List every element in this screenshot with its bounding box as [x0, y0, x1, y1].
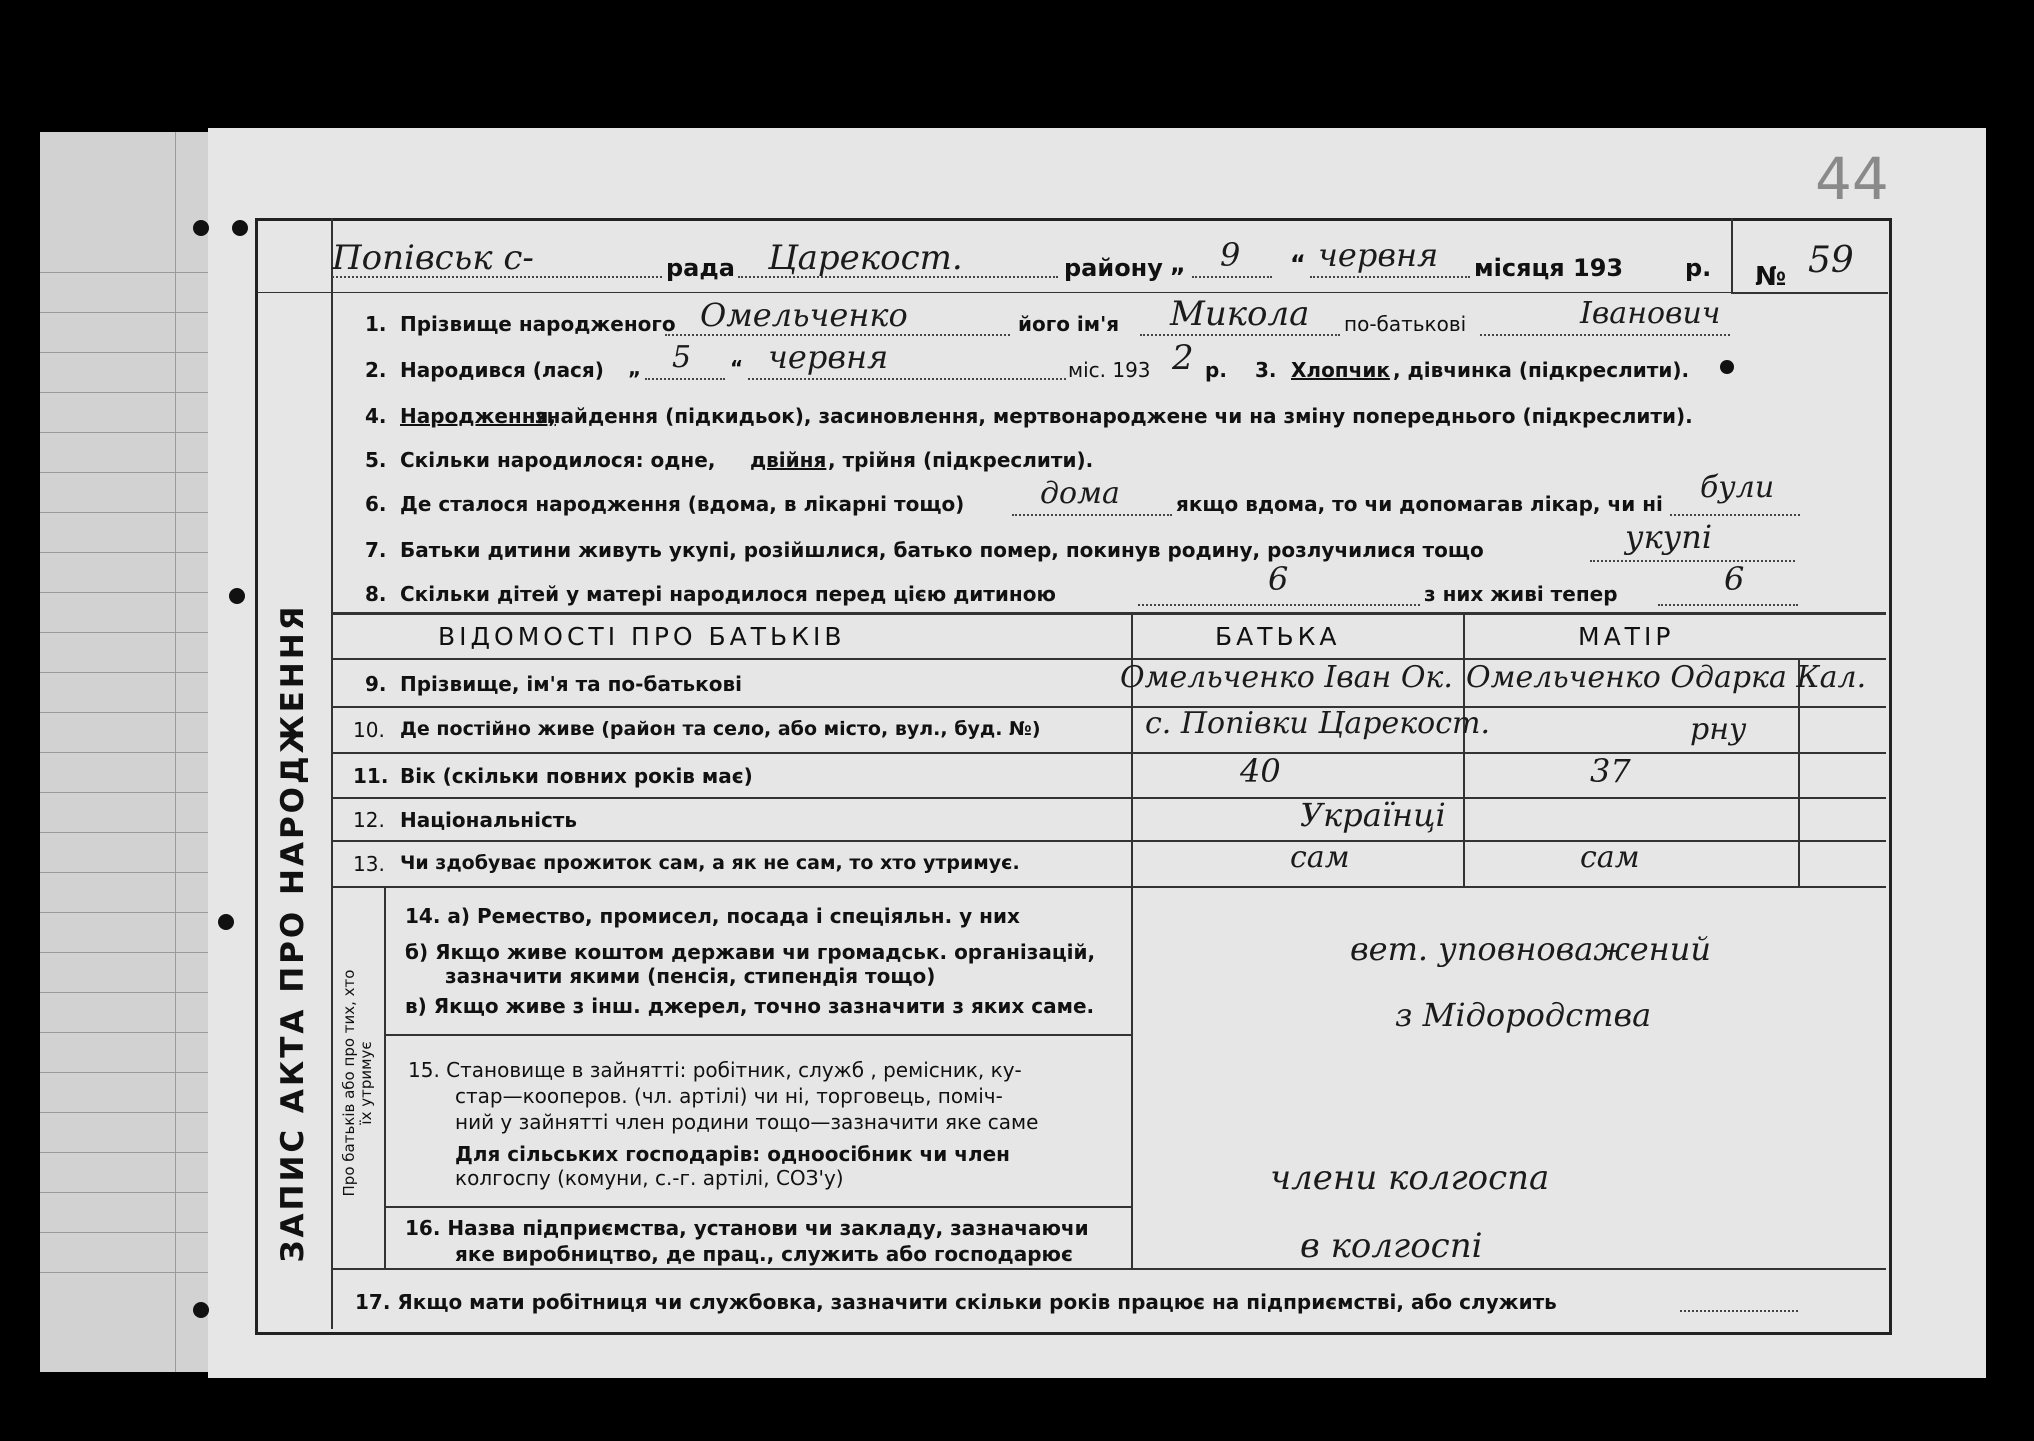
item-15-label: 15. Становище в зайнятті: робітник, служб , ремісник, ку- — [408, 1058, 1022, 1082]
sex-boy-underlined: Хлопчик — [1291, 358, 1390, 382]
birth-year-suffix: р. — [1205, 358, 1227, 382]
item-14b-detail: зазначити якими (пенсія, стипендія тощо) — [445, 964, 936, 988]
parents-nationality: Українці — [1300, 796, 1446, 834]
children-count: 6 — [1268, 560, 1289, 598]
punch-hole — [193, 1302, 209, 1318]
mother-age: 37 — [1590, 752, 1631, 790]
number-label: № — [1755, 262, 1787, 292]
item-5-options: , трійня (підкреслити). — [828, 448, 1094, 472]
item-4-options: знайдення (підкидьок), засиновлення, мертвонароджене чи на зміну попереднього (підкреслити). — [535, 404, 1693, 428]
occupation-line-1: вет. уповноважений — [1350, 930, 1711, 968]
punch-hole — [218, 914, 234, 930]
event-birth-underlined: Народження, — [400, 404, 556, 428]
item-15-line-2: стар—кооперов. (чл. артілі) чи ні, торговець, поміч- — [455, 1084, 1003, 1108]
day-handwritten: 9 — [1220, 236, 1241, 274]
item-3-number: 3. — [1255, 358, 1277, 382]
item-14b-label: б) Якщо живе коштом держави чи громадськ. організацій, — [405, 940, 1096, 964]
page-number: 44 — [1815, 145, 1889, 213]
row-9-number: 9. — [365, 672, 387, 696]
birth-month: червня — [768, 338, 889, 376]
item-14a-label: 14. а) Ремество, промисел, посада і спеціяльн. у них — [405, 904, 1020, 928]
employment-status: члени колгоспа — [1270, 1158, 1550, 1198]
twin-underlined: двійня — [750, 448, 827, 472]
birth-quote-close: “ — [730, 356, 744, 380]
father-column-divider — [1131, 614, 1133, 1268]
item-15-rural-detail: колгоспу (комуни, с.-г. артілі, СОЗ'у) — [455, 1166, 844, 1190]
occupation-line-2: з Мідородства — [1395, 996, 1652, 1034]
item-8-label: Скільки дітей у матері народилося перед цією дитиною — [400, 582, 1056, 606]
parents-status: укупі — [1625, 518, 1713, 556]
mother-support: сам — [1580, 840, 1640, 875]
child-name-label: його ім'я — [1018, 312, 1120, 336]
father-full-name: Омельченко Іван Ок. — [1120, 660, 1453, 695]
row-13-number: 13. — [353, 852, 385, 876]
item-2-number: 2. — [365, 358, 387, 382]
row-11-label: Вік (скільки повних років має) — [400, 764, 753, 788]
item-5-label: Скільки народилося: одне, — [400, 448, 716, 472]
child-surname: Омельченко — [700, 296, 908, 334]
council-label: рада — [666, 254, 735, 282]
row-11-number: 11. — [353, 764, 389, 788]
row-12-label: Національність — [400, 808, 578, 832]
father-residence: с. Попівки Царекост. — [1145, 706, 1491, 741]
doctor-answer: були — [1700, 470, 1775, 505]
mother-residence: рну — [1690, 712, 1747, 747]
item-17-label: 17. Якщо мати робітниця чи службовка, зазначити скільки років працює на підприємстві, або служить — [355, 1290, 1557, 1314]
year-label: місяця 193 — [1474, 254, 1624, 282]
item-1-number: 1. — [365, 312, 387, 336]
item-16-label: 16. Назва підприємства, установи чи закладу, зазначаючи — [405, 1216, 1089, 1240]
father-support: сам — [1290, 840, 1350, 875]
punch-hole — [229, 588, 245, 604]
year-suffix: р. — [1685, 254, 1712, 282]
father-age: 40 — [1240, 752, 1281, 790]
item-6-doctor-label: якщо вдома, то чи допомагав лікар, чи ні — [1176, 492, 1663, 516]
council-handwritten: Попівськ с- — [332, 238, 534, 278]
quote-close: “ — [1290, 250, 1306, 278]
children-alive: 6 — [1724, 560, 1745, 598]
side-title: ЗАПИС АКТА ПРО НАРОДЖЕННЯ — [275, 603, 311, 1263]
item-15-line-3: ний у зайнятті член родини тощо—зазначити яке саме — [455, 1110, 1039, 1134]
row-13-label: Чи здобуває прожиток сам, а як не сам, то хто утримує. — [400, 852, 1020, 874]
birth-month-label: міс. 193 — [1068, 358, 1151, 382]
header-divider — [258, 292, 1731, 293]
birth-day: 5 — [672, 340, 692, 375]
item-2-label: Народився (лася) — [400, 358, 604, 382]
month-handwritten: червня — [1318, 236, 1439, 274]
district-label: району — [1064, 254, 1163, 282]
item-15-rural-label: Для сільських господарів: одноосібник чи член — [455, 1142, 1010, 1166]
item-1-label: Прізвище народженого — [400, 312, 676, 336]
sex-girl-label: , дівчинка (підкреслити). — [1393, 358, 1690, 382]
item-8-alive-label: з них живі тепер — [1424, 582, 1618, 606]
child-patronymic: Іванович — [1580, 296, 1721, 331]
item-16-detail: яке виробництво, де прац., служить або господарює — [455, 1242, 1073, 1266]
item-5-number: 5. — [365, 448, 387, 472]
item-4-number: 4. — [365, 404, 387, 428]
item-6-number: 6. — [365, 492, 387, 516]
row-10-number: 10. — [353, 718, 385, 742]
child-first-name: Микола — [1170, 294, 1310, 334]
item-7-label: Батьки дитини живуть укупі, розійшлися, батько помер, покинув родину, розлучилися тощо — [400, 538, 1484, 562]
ink-dot — [1720, 360, 1734, 374]
birth-place: дома — [1040, 476, 1120, 511]
row-12-number: 12. — [353, 808, 385, 832]
item-7-number: 7. — [365, 538, 387, 562]
row-10-label: Де постійно живе (район та село, або місто, вул., буд. №) — [400, 718, 1041, 740]
item-6-label: Де сталося народження (вдома, в лікарні тощо) — [400, 492, 965, 516]
side-subtitle: Про батьків або про тих, хто їх утримує — [340, 969, 375, 1197]
birth-year-digit: 2 — [1172, 338, 1194, 378]
attached-page-strip — [40, 132, 210, 1372]
district-handwritten: Царекост. — [768, 238, 963, 278]
workplace: в колгоспі — [1300, 1226, 1483, 1266]
item-14c-label: в) Якщо живе з інш. джерел, точно зазначити з яких саме. — [405, 994, 1095, 1018]
punch-hole — [193, 220, 209, 236]
child-patronymic-label: по-батькові — [1344, 312, 1467, 336]
mother-full-name: Омельченко Одарка Кал. — [1466, 660, 1867, 695]
quote-open: „ — [1170, 250, 1186, 278]
birth-quote-open: „ — [628, 356, 642, 380]
row-9-label: Прізвище, ім'я та по-батькові — [400, 672, 743, 696]
record-number-handwritten: 59 — [1808, 240, 1854, 281]
table-top-line — [333, 612, 1886, 615]
item-8-number: 8. — [365, 582, 387, 606]
father-column-header: БАТЬКА — [1215, 622, 1341, 651]
mother-column-divider — [1463, 614, 1465, 888]
parents-info-header: ВІДОМОСТІ ПРО БАТЬКІВ — [438, 622, 846, 651]
mother-column-header: МАТІР — [1578, 622, 1675, 651]
punch-hole — [232, 220, 248, 236]
